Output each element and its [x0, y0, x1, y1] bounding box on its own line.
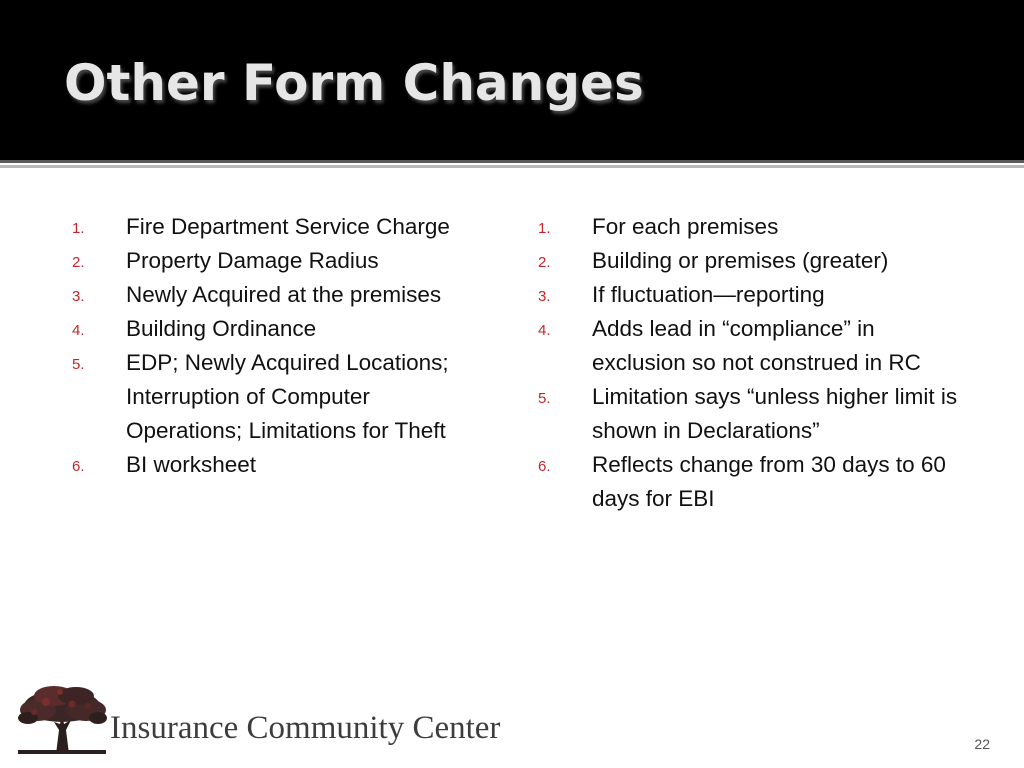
list-item	[72, 278, 452, 312]
item-number: 3.	[538, 288, 551, 305]
list-item	[538, 448, 958, 516]
list-item	[72, 346, 452, 448]
organization-name: Insurance Community Center	[110, 710, 501, 746]
list-item	[538, 312, 958, 380]
slide-title: Other Form Changes	[64, 54, 644, 112]
item-text: Newly Acquired at the premises	[126, 282, 442, 307]
item-number: 6.	[538, 458, 551, 475]
item-text: Adds lead in “compliance” in exclusion so not construed in RC	[592, 316, 921, 375]
item-number: 2.	[538, 254, 551, 271]
item-text: Fire Department Service Charge	[126, 214, 450, 239]
list-item	[538, 278, 958, 312]
tree-icon	[16, 684, 108, 754]
list-item	[538, 380, 958, 448]
title-divider-light	[0, 165, 1024, 168]
list-item	[72, 312, 452, 346]
item-number: 4.	[538, 322, 551, 339]
list-item	[72, 210, 452, 244]
item-number: 6.	[72, 458, 85, 475]
page-number: 22	[974, 736, 990, 752]
list-item	[538, 244, 958, 278]
footer-logo	[16, 684, 556, 756]
item-number: 1.	[538, 220, 551, 237]
item-text: BI worksheet	[126, 452, 257, 477]
title-divider-dark	[0, 160, 1024, 163]
item-text: If fluctuation—reporting	[592, 282, 825, 307]
list-item	[538, 210, 958, 244]
item-number: 3.	[72, 288, 85, 305]
list-item	[72, 448, 452, 482]
item-number: 4.	[72, 322, 85, 339]
item-text: Building or premises (greater)	[592, 248, 889, 273]
item-text: Building Ordinance	[126, 316, 317, 341]
item-text: For each premises	[592, 214, 779, 239]
list-item	[72, 244, 452, 278]
item-text: EDP; Newly Acquired Locations; Interruption of Computer Operations; Limitations for Theft	[126, 350, 449, 443]
item-number: 1.	[72, 220, 85, 237]
item-number: 5.	[72, 356, 85, 373]
item-number: 2.	[72, 254, 85, 271]
title-bar	[0, 0, 1024, 160]
item-text: Limitation says “unless higher limit is shown in Declarations”	[592, 384, 958, 443]
right-numbered-list	[538, 210, 958, 516]
item-text: Property Damage Radius	[126, 248, 379, 273]
left-numbered-list	[72, 210, 452, 482]
item-text: Reflects change from 30 days to 60 days for EBI	[592, 452, 946, 511]
item-number: 5.	[538, 390, 551, 407]
